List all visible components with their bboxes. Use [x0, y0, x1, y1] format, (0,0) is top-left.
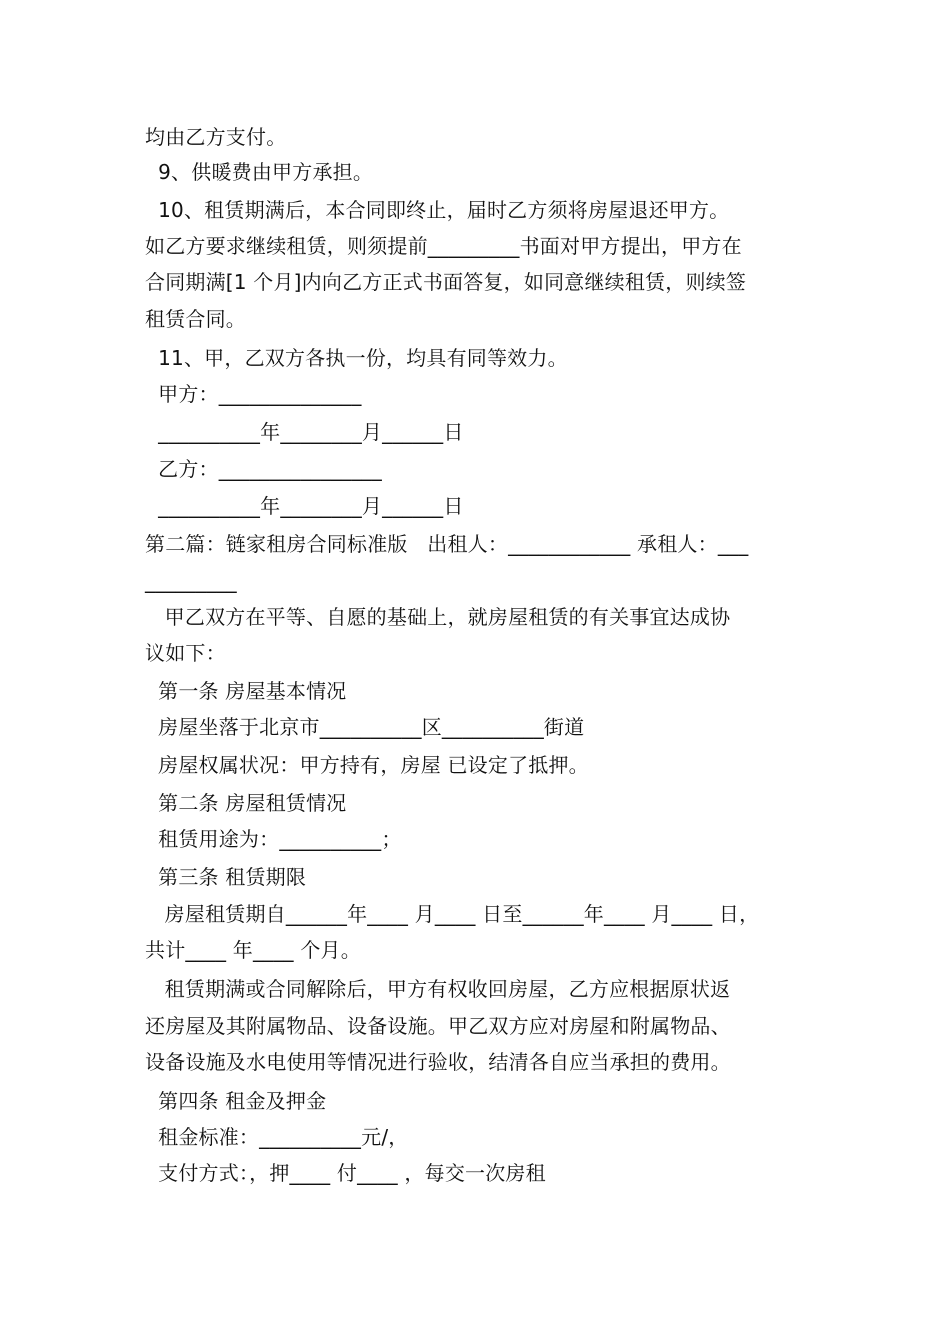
- text-line: 房屋坐落于北京市__________区__________街道: [145, 715, 585, 739]
- text-line: 10、租赁期满后，本合同即终止，届时乙方须将房屋退还甲方。: [145, 198, 730, 222]
- text-line: __________年________月______日: [145, 494, 464, 518]
- text-line: 如乙方要求继续租赁，则须提前_________书面对甲方提出，甲方在: [145, 234, 742, 258]
- text-line: 第二条 房屋租赁情况: [145, 791, 347, 815]
- text-line: 租赁期满或合同解除后，甲方有权收回房屋，乙方应根据原状返: [145, 977, 731, 1001]
- text-line: 合同期满[1 个月]内向乙方正式书面答复，如同意继续租赁，则续签: [145, 270, 747, 294]
- text-line: 第三条 租赁期限: [145, 865, 307, 889]
- text-line: 11、甲，乙双方各执一份，均具有同等效力。: [145, 346, 568, 370]
- text-line: 均由乙方支付。: [145, 125, 287, 149]
- text-line: 9、供暖费由甲方承担。: [145, 160, 374, 184]
- text-line: 房屋权属状况：甲方持有，房屋 已设定了抵押。: [145, 753, 589, 777]
- text-line: 甲方：______________: [145, 382, 362, 406]
- text-line: 第四条 租金及押金: [145, 1089, 327, 1113]
- text-line: _________: [145, 569, 237, 593]
- text-line: 租金标准：__________元/，: [145, 1125, 409, 1149]
- text-line: __________年________月______日: [145, 420, 464, 444]
- text-line: 房屋租赁期自______年____ 月____ 日至______年____ 月____ 日，: [145, 902, 760, 926]
- text-line: 还房屋及其附属物品、设备设施。甲乙双方应对房屋和附属物品、: [145, 1014, 731, 1038]
- text-line: 租赁用途为：__________；: [145, 827, 402, 851]
- text-line: 第二篇：链家租房合同标准版 出租人：____________ 承租人：___: [145, 532, 749, 556]
- text-line: 议如下：: [145, 641, 226, 665]
- text-line: 支付方式：，押____ 付____ ，每交一次房租: [145, 1161, 546, 1185]
- text-line: 设备设施及水电使用等情况进行验收，结清各自应当承担的费用。: [145, 1050, 731, 1074]
- text-line: 乙方：________________: [145, 457, 382, 481]
- text-line: 共计____ 年____ 个月。: [145, 938, 361, 962]
- text-line: 租赁合同。: [145, 307, 246, 331]
- text-line: 第一条 房屋基本情况: [145, 679, 347, 703]
- text-line: 甲乙双方在平等、自愿的基础上，就房屋租赁的有关事宜达成协: [145, 605, 731, 629]
